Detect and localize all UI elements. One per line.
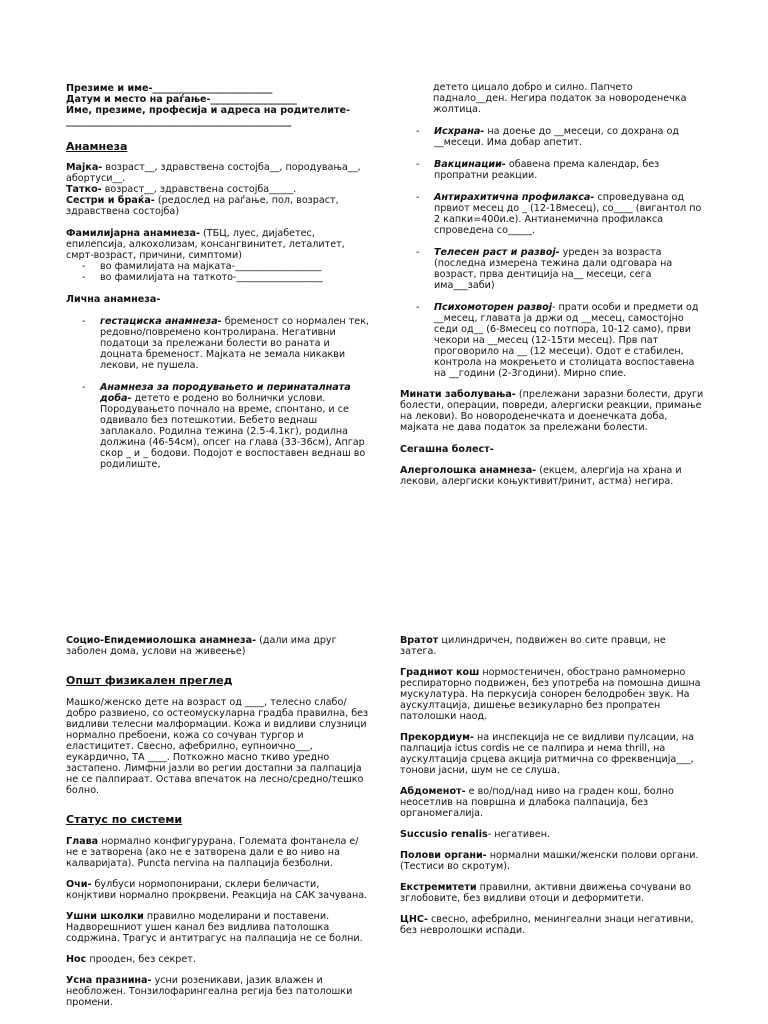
current-illness-heading: Сегашна болест- [400,444,494,455]
physical-exam-heading: Општ физикален преглед [66,674,233,687]
precordium-label: Прекордиум- [400,732,474,743]
neck-paragraph [400,635,705,657]
mother-text: возраст__, здравствена состојба__, породувања__, абортуси__. [66,162,361,184]
genital-organs-text: нормални машки/женски полови органи. (Тестиси во скротум). [400,850,699,872]
neck-text: цилиндричен, подвижен во сите правци, не затега. [400,635,666,657]
header-birth-date-place: Датум и место на раѓање-__________________ [66,94,297,105]
past-illnesses-text: (прележани заразни болести, други болести, операции, повреди, алергиски реакции, примање на лекови). Во новороденечката и доенечката доба, мајката не дава податок за прележани болести. [400,389,704,433]
vaccination-item: - Вакцинации- обавена према календар, без пропратни реакции. [416,159,660,181]
antirachitic-label: Антирахитична профилакса- [434,192,595,203]
abdomen-paragraph [400,786,705,819]
siblings-paragraph [66,195,370,217]
birth-anamnesis-continued: детето цицало добро и силно. Папчето паднало__ден. Негира податок за новороденечка жолтица. [433,82,687,115]
head-label: Глава [66,836,99,847]
head-text: нормално конфигурурана. Големата фонтанела е/не е затворена (ако не е затворена дали е во ниво на калваријата). Puncta nervina на палпација безболни. [66,836,359,869]
family-anamnesis-paragraph [66,228,370,261]
socio-epidemiological-paragraph [66,635,370,657]
vaccination-text: обавена према календар, без пропратни реакции. [434,159,660,181]
nose-paragraph [66,954,370,965]
psychomotor-label: Психомоторен развој [434,302,553,313]
header-surname-name: Презиме и име-_________________________ [66,83,273,94]
gestational-anamnesis-item: - гестациска анамнеза- бременост со нормален тек, редовно/повремено контролирана. Негативни податоци за прележани болести во раната и доцната бременост. Мајката не земала никакви лекови, не пушела. [82,316,370,371]
family-item-mother-text: во фамилијата на мајката-__________________ [100,261,322,272]
mother-label: Мајка- [66,162,103,173]
extremities-label: Екстремитети [400,882,477,893]
socio-epidemiological-text: (дали има друг заболен дома, услови на живеење) [66,635,337,657]
anamnesis-heading: Анамнеза [66,140,128,153]
header-underline: _______________________________________________ [66,116,292,127]
allergy-anamnesis-label: Алерголошка анамнеза- [400,465,537,476]
mother-paragraph [66,162,370,184]
oral-cavity-label: Усна празнина- [66,975,152,986]
growth-item: - Телесен раст и развој- уреден за возраста (последна измерена тежина дали одговара на возраст, прва дентиција на__ месеци, сега има___заби) [416,247,673,291]
allergy-anamnesis-text: (екцем, алергија на храна и лекови, алергиски коњуктивит/ринит, астма) негира. [400,465,682,487]
nutrition-text: на доење до __месеци, со дохрана од __месеци. Има добар апетит. [434,126,679,148]
precordium-paragraph [400,732,705,776]
ears-paragraph [66,911,370,944]
birth-anamnesis-label: Анамнеза за породувањето и перинаталната доба- [100,382,351,404]
psychomotor-item: - Психомоторен развој- прати особи и предмети од __месец, главата ја држи од __месец, самостојно седи од__ (6-8месец со потпора, 10-12 само), први чекори на __месец (12-15ти месец). Прв пат проговорило на __ (12 месеци). Одот е стабилен, контрола на мокрењето и столицата воспоставена на __години (2-3години). Мирно спие. [416,302,699,379]
genital-organs-label: Полови органи- [400,850,487,861]
chest-text: нормостеничен, обострано рамномерно респираторно подвижен, без употреба на помошна дишна мускулатура. На перкусија сонорен белодробен звук. На аускултација, дишење везикуларно без пропратен патолошки наод. [400,667,701,722]
growth-text: уреден за возраста (последна измерена тежина дали одговара на возраст, прва дентиција на__ месеци, сега има___заби) [434,247,673,291]
header-parents-info: Име, презиме, професија и адреса на родителите- [66,105,351,116]
past-illnesses-paragraph [400,389,705,433]
nose-label: Нос [66,954,87,965]
antirachitic-text: спроведувана од првиот месец до _ (12-18месец), со____ (вигантол по 2 капки=400и.е). Антианемична профилакса спроведена со_____. [434,192,702,236]
father-paragraph [66,184,370,195]
top-right-column [400,82,705,487]
cns-label: ЦНС- [400,914,428,925]
gestational-anamnesis-text: бременост со нормален тек, редовно/повремено контролирана. Негативни податоци за прележани болести во раната и доцната бременост. Мајката не земала никакви лекови, не пушела. [100,316,370,371]
chest-paragraph [400,667,705,722]
abdomen-text: е во/под/над ниво на граден кош, болно неосетлив на површна и длабока палпација, без органомегалија. [400,786,674,819]
family-anamnesis-label: Фамилијарна анамнеза- [66,228,200,239]
personal-anamnesis-heading: Лична анамнеза- [66,294,161,305]
birth-anamnesis-item: - Анамнеза за породувањето и перинаталната доба- детето е родено во болнички услови. Породувањето почнало на време, спонтано, и се одвивало без потешкотии. Бебето веднаш заплакало. Родилна тежина (2.5-4.1кг), родилна должина (46-54см), опсег на глава (33-36см), Апгар скор _ и _ бодови. Подојот е воспоставен веднаш во родилиште, [82,382,366,470]
head-paragraph [66,836,370,869]
antirachitic-item: - Антирахитична профилакса- спроведувана од првиот месец до _ (12-18месец), со____ (вигантол по 2 капки=400и.е). Антианемична профилакса спроведена со_____. [416,192,702,236]
abdomen-label: Абдоменот- [400,786,466,797]
oral-cavity-paragraph [66,975,370,1008]
nutrition-label: Исхрана- [434,126,485,137]
siblings-label: Сестри и браќа- [66,195,155,206]
chest-label: Градниот кош [400,667,480,678]
succusio-paragraph [400,829,705,840]
growth-label: Телесен раст и развој- [434,247,560,258]
top-left-column [66,83,370,470]
ears-label: Ушни школки [66,911,144,922]
family-item-mother: - во фамилијата на мајката-__________________ [82,261,322,272]
socio-epidemiological-label: Социо-Епидемиолошка анамнеза- [66,635,257,646]
allergy-anamnesis-paragraph [400,465,705,487]
genital-organs-paragraph [400,850,705,872]
bottom-right-column [400,635,705,936]
vaccination-label: Вакцинации- [434,159,506,170]
precordium-text: на инспекција не се видливи пулсации, на палпација ictus cordis не се палпира и нема thrill, на аускултација срцева акција ритмична со фреквенција___, тонови јасни, шум не се слуша. [400,732,695,776]
father-text: возраст__, здравствена состојба_____. [101,184,297,195]
nutrition-item: - Исхрана- на доење до __месеци, со дохрана од __месеци. Има добар апетит. [416,126,679,148]
nose-text: прооден, без секрет. [86,954,196,965]
extremities-paragraph [400,882,705,904]
physical-exam-text: Машко/женско дете на возраст од ____, телесно слабо/добро развиено, со остеомускуларна градба правилна, без видливи телесни малформации. Кожа и видливи слузници нормално пребоени, кожа со сочуван тургор и еластицитет. Свесно, афебрилно, еупноично___, еукардично, ТА ____. Поткожно масно ткиво уредно застапено. Лимфни јазли во регии достапни за палпација не се палпираат. Остава впечаток на лесно/средно/тешко болно. [66,697,369,796]
past-illnesses-label: Минати заболувања- [400,389,516,400]
ears-text: правилно моделирани и поставени. Надворешниот ушен канал без видлива патолошка содржина. Трагус и антитрагус на палпација не се болни. [66,911,363,944]
cns-text: свесно, афебрилно, менингеални знаци негативни, без невролошки испади. [400,914,694,936]
eyes-text: булбуси нормопонирани, склери беличасти, конјктиви нормално прокрвени. Реакција на САК зачувана. [66,879,368,901]
systems-status-heading: Статус по системи [66,813,183,826]
succusio-label: Succusio renalis [400,829,488,840]
cns-paragraph [400,914,705,936]
eyes-paragraph [66,879,370,901]
father-label: Татко- [66,184,102,195]
extremities-text: правилни, активни движења сочувани во зглобовите, без видливи отоци и деформитети. [400,882,691,904]
siblings-text: (редослед на раѓање, пол, возраст, здравствена состојба) [66,195,339,217]
gestational-anamnesis-label: гестациска анамнеза- [100,316,222,327]
birth-anamnesis-text: детето е родено во болнички услови. Породувањето почнало на време, спонтано, и се одвивало без потешкотии. Бебето веднаш заплакало. Родилна тежина (2.5-4.1кг), родилна должина (46-54см), опсег на глава (33-36см), Апгар скор _ и _ бодови. Подојот е воспоставен веднаш во родилиште, [100,393,366,470]
neck-label: Вратот [400,635,439,646]
family-item-father: - во фамилијата на таткото-__________________ [82,272,323,283]
psychomotor-text: - прати особи и предмети од __месец, главата ја држи од __месец, самостојно седи од__ (6-8месец со потпора, 10-12 само), први чекори на __месец (12-15ти месец). Прв пат проговорило на __ (12 месеци). Одот е стабилен, контрола на мокрењето и столицата воспоставена на __години (2-3години). Мирно спие. [434,302,699,379]
oral-cavity-text: усни розеникави, јазик влажен и необложен. Тонзилофарингеална регија без патолошки промени. [66,975,353,1008]
succusio-text: - негативен. [487,829,551,840]
bottom-left-column [66,635,370,1008]
family-anamnesis-text: (ТБЦ, луес, дијабетес, епилепсија, алкохолизам, консангвинитет, леталитет, смрт-возраст, причини, симптоми) [66,228,345,261]
family-item-father-text: во фамилијата на таткото-__________________ [100,272,323,283]
eyes-label: Очи- [66,879,92,890]
